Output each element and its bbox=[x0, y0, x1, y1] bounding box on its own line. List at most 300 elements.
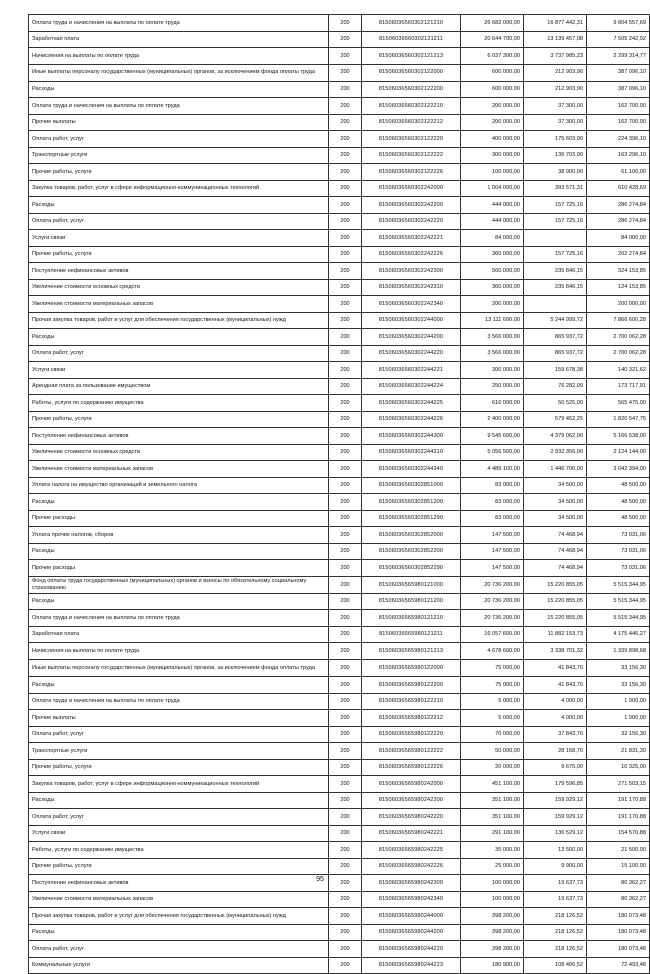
row-unexecuted-amount: 387 096,10 bbox=[587, 64, 650, 81]
row-approved-amount: 3 566 000,00 bbox=[461, 329, 524, 346]
row-classification-code: 81506036560302121213 bbox=[362, 48, 461, 65]
row-classification-code: 81506036560302242000 bbox=[362, 180, 461, 197]
row-classification-code: 81506036560302244226 bbox=[362, 411, 461, 428]
row-executed-amount: 218 126,52 bbox=[524, 941, 587, 958]
row-classification-code: 81506036565980242220 bbox=[362, 809, 461, 826]
row-line-code: 200 bbox=[329, 576, 362, 593]
row-executed-amount: 108 406,52 bbox=[524, 957, 587, 974]
row-unexecuted-amount: 32 156,30 bbox=[587, 726, 650, 743]
row-unexecuted-amount: 4 175 446,27 bbox=[587, 626, 650, 643]
row-name: Прочие работы, услуги bbox=[29, 858, 329, 875]
row-executed-amount: 76 282,09 bbox=[524, 378, 587, 395]
row-approved-amount: 100 000,00 bbox=[461, 164, 524, 181]
table-row bbox=[29, 593, 650, 610]
row-unexecuted-amount: 180 073,48 bbox=[587, 941, 650, 958]
row-executed-amount: 179 596,85 bbox=[524, 776, 587, 793]
row-unexecuted-amount: 9 804 557,69 bbox=[587, 15, 650, 32]
row-line-code: 200 bbox=[329, 312, 362, 329]
row-unexecuted-amount: 15 100,00 bbox=[587, 858, 650, 875]
row-unexecuted-amount: 2 700 062,28 bbox=[587, 329, 650, 346]
table-row bbox=[29, 15, 650, 32]
row-classification-code: 81506036560302244310 bbox=[362, 444, 461, 461]
row-line-code: 200 bbox=[329, 743, 362, 760]
row-line-code: 200 bbox=[329, 411, 362, 428]
row-line-code: 200 bbox=[329, 81, 362, 98]
row-line-code: 200 bbox=[329, 329, 362, 346]
budget-execution-table bbox=[28, 14, 650, 974]
row-unexecuted-amount: 286 274,84 bbox=[587, 197, 650, 214]
table-row bbox=[29, 809, 650, 826]
row-name: Прочая закупка товаров, работ и услуг для обеспечения государственных (муниципальных) нужд bbox=[29, 312, 329, 329]
row-unexecuted-amount: 7 505 242,92 bbox=[587, 31, 650, 48]
row-unexecuted-amount: 48 500,00 bbox=[587, 477, 650, 494]
row-approved-amount: 398 200,00 bbox=[461, 908, 524, 925]
row-unexecuted-amount: 191 170,88 bbox=[587, 809, 650, 826]
row-line-code: 200 bbox=[329, 941, 362, 958]
row-unexecuted-amount: 224 396,10 bbox=[587, 131, 650, 148]
row-executed-amount: 15 220 855,05 bbox=[524, 593, 587, 610]
row-approved-amount: 75 000,00 bbox=[461, 677, 524, 694]
table-row bbox=[29, 48, 650, 65]
row-line-code: 200 bbox=[329, 908, 362, 925]
row-name: Увеличение стоимости материальных запасов bbox=[29, 461, 329, 478]
row-classification-code: 81506036565980121000 bbox=[362, 576, 461, 593]
row-approved-amount: 20 736 200,00 bbox=[461, 610, 524, 627]
row-line-code: 200 bbox=[329, 378, 362, 395]
table-row bbox=[29, 378, 650, 395]
row-line-code: 200 bbox=[329, 677, 362, 694]
row-name: Заработная плата bbox=[29, 626, 329, 643]
row-executed-amount: 136 529,12 bbox=[524, 825, 587, 842]
row-unexecuted-amount: 5 515 344,95 bbox=[587, 593, 650, 610]
row-classification-code: 81506036565980122210 bbox=[362, 693, 461, 710]
row-unexecuted-amount: 80 362,27 bbox=[587, 891, 650, 908]
row-name: Прочие работы, услуги bbox=[29, 164, 329, 181]
row-classification-code: 81506036560302244340 bbox=[362, 461, 461, 478]
row-approved-amount: 300 000,00 bbox=[461, 362, 524, 379]
row-name: Прочая закупка товаров, работ и услуг для обеспечения государственных (муниципальных) нужд bbox=[29, 908, 329, 925]
row-name: Заработная плата bbox=[29, 31, 329, 48]
row-line-code: 200 bbox=[329, 15, 362, 32]
row-executed-amount: 74 468,94 bbox=[524, 527, 587, 544]
table-row bbox=[29, 329, 650, 346]
row-unexecuted-amount: 162 700,00 bbox=[587, 98, 650, 115]
row-unexecuted-amount: 1 000,00 bbox=[587, 710, 650, 727]
row-classification-code: 81506036565980242226 bbox=[362, 858, 461, 875]
row-approved-amount: 5 000,00 bbox=[461, 693, 524, 710]
row-name: Расходы bbox=[29, 677, 329, 694]
row-name: Услуги связи bbox=[29, 362, 329, 379]
row-line-code: 200 bbox=[329, 626, 362, 643]
row-approved-amount: 444 000,00 bbox=[461, 213, 524, 230]
row-executed-amount: 5 244 999,72 bbox=[524, 312, 587, 329]
row-line-code: 200 bbox=[329, 31, 362, 48]
row-executed-amount: 4 379 062,00 bbox=[524, 428, 587, 445]
row-approved-amount: 6 037 300,00 bbox=[461, 48, 524, 65]
row-line-code: 200 bbox=[329, 858, 362, 875]
row-unexecuted-amount: 48 500,00 bbox=[587, 510, 650, 527]
row-classification-code: 81506036560302242226 bbox=[362, 246, 461, 263]
row-approved-amount: 398 200,00 bbox=[461, 924, 524, 941]
row-classification-code: 81506036565980122000 bbox=[362, 659, 461, 676]
row-classification-code: 81506036560302244224 bbox=[362, 378, 461, 395]
row-unexecuted-amount: 2 299 314,77 bbox=[587, 48, 650, 65]
row-executed-amount: 3 338 701,32 bbox=[524, 643, 587, 660]
row-executed-amount: 157 725,16 bbox=[524, 213, 587, 230]
row-executed-amount: 212 903,90 bbox=[524, 64, 587, 81]
row-classification-code: 81506036565980244000 bbox=[362, 908, 461, 925]
row-unexecuted-amount: 180 073,48 bbox=[587, 924, 650, 941]
row-executed-amount: 212 903,90 bbox=[524, 81, 587, 98]
row-executed-amount: 15 220 855,05 bbox=[524, 576, 587, 593]
row-approved-amount: 147 500,00 bbox=[461, 560, 524, 577]
row-line-code: 200 bbox=[329, 809, 362, 826]
row-approved-amount: 451 100,00 bbox=[461, 776, 524, 793]
row-approved-amount: 300 000,00 bbox=[461, 147, 524, 164]
row-executed-amount: 15 220 855,05 bbox=[524, 610, 587, 627]
row-classification-code: 81506036565980242225 bbox=[362, 842, 461, 859]
row-classification-code: 81506036565980121210 bbox=[362, 610, 461, 627]
row-name: Иные выплаты персоналу государственных (муниципальных) органов, за исключением фонда оплаты труда bbox=[29, 659, 329, 676]
row-name: Закупка товаров, работ, услуг в сфере информационно-коммуникационных технологий bbox=[29, 180, 329, 197]
row-approved-amount: 147 500,00 bbox=[461, 543, 524, 560]
row-approved-amount: 20 736 200,00 bbox=[461, 576, 524, 593]
row-approved-amount: 50 000,00 bbox=[461, 743, 524, 760]
row-approved-amount: 3 566 000,00 bbox=[461, 345, 524, 362]
row-executed-amount: 218 126,52 bbox=[524, 924, 587, 941]
row-executed-amount: 13 500,00 bbox=[524, 842, 587, 859]
row-executed-amount: 2 932 356,00 bbox=[524, 444, 587, 461]
row-name: Транспортные услуги bbox=[29, 147, 329, 164]
row-name: Иные выплаты персоналу государственных (муниципальных) органов, за исключением фонда оплаты труда bbox=[29, 64, 329, 81]
row-executed-amount: 74 468,94 bbox=[524, 543, 587, 560]
row-executed-amount: 37 843,70 bbox=[524, 726, 587, 743]
row-line-code: 200 bbox=[329, 726, 362, 743]
row-line-code: 200 bbox=[329, 494, 362, 511]
row-line-code: 200 bbox=[329, 197, 362, 214]
row-executed-amount: 235 846,15 bbox=[524, 279, 587, 296]
row-executed-amount: 34 500,00 bbox=[524, 477, 587, 494]
table-row bbox=[29, 510, 650, 527]
document-page bbox=[28, 14, 646, 974]
row-name: Расходы bbox=[29, 543, 329, 560]
row-classification-code: 81506036560302244300 bbox=[362, 428, 461, 445]
table-row bbox=[29, 246, 650, 263]
row-approved-amount: 83 000,00 bbox=[461, 477, 524, 494]
row-unexecuted-amount: 1 000,00 bbox=[587, 693, 650, 710]
row-approved-amount: 398 200,00 bbox=[461, 941, 524, 958]
row-name: Фонд оплаты труда государственных (муниципальных) органов и взносы по обязательному социальному страхованию bbox=[29, 576, 329, 593]
table-row bbox=[29, 345, 650, 362]
row-approved-amount: 180 900,00 bbox=[461, 957, 524, 974]
row-executed-amount: 19 637,73 bbox=[524, 891, 587, 908]
row-approved-amount: 5 056 500,00 bbox=[461, 444, 524, 461]
row-unexecuted-amount: 173 717,91 bbox=[587, 378, 650, 395]
row-classification-code: 81506036560302122222 bbox=[362, 147, 461, 164]
row-line-code: 200 bbox=[329, 527, 362, 544]
table-row bbox=[29, 164, 650, 181]
row-line-code: 200 bbox=[329, 114, 362, 131]
row-unexecuted-amount: 286 274,84 bbox=[587, 213, 650, 230]
table-row bbox=[29, 395, 650, 412]
row-name: Оплата работ, услуг bbox=[29, 213, 329, 230]
row-name: Расходы bbox=[29, 593, 329, 610]
table-row bbox=[29, 842, 650, 859]
table-row bbox=[29, 924, 650, 941]
row-classification-code: 81506036560302122200 bbox=[362, 81, 461, 98]
row-line-code: 200 bbox=[329, 659, 362, 676]
row-line-code: 200 bbox=[329, 230, 362, 247]
row-line-code: 200 bbox=[329, 924, 362, 941]
row-executed-amount: 34 500,00 bbox=[524, 494, 587, 511]
row-name: Увеличение стоимости материальных запасов bbox=[29, 891, 329, 908]
table-row bbox=[29, 560, 650, 577]
row-executed-amount: 159 678,38 bbox=[524, 362, 587, 379]
table-row bbox=[29, 792, 650, 809]
row-name: Оплата труда и начисления на выплаты по оплате труда bbox=[29, 610, 329, 627]
row-executed-amount: 41 843,70 bbox=[524, 659, 587, 676]
row-approved-amount: 4 489 100,00 bbox=[461, 461, 524, 478]
table-row bbox=[29, 825, 650, 842]
row-approved-amount: 200 000,00 bbox=[461, 98, 524, 115]
row-executed-amount: 1 446 706,00 bbox=[524, 461, 587, 478]
row-executed-amount: 16 877 442,31 bbox=[524, 15, 587, 32]
row-approved-amount: 25 000,00 bbox=[461, 858, 524, 875]
row-approved-amount: 351 100,00 bbox=[461, 792, 524, 809]
row-line-code: 200 bbox=[329, 693, 362, 710]
table-row bbox=[29, 213, 650, 230]
table-row bbox=[29, 743, 650, 760]
table-row bbox=[29, 576, 650, 593]
table-row bbox=[29, 230, 650, 247]
row-approved-amount: 400 000,00 bbox=[461, 131, 524, 148]
row-classification-code: 81506036560302851200 bbox=[362, 494, 461, 511]
row-unexecuted-amount: 163 296,10 bbox=[587, 147, 650, 164]
row-unexecuted-amount: 124 153,85 bbox=[587, 279, 650, 296]
row-line-code: 200 bbox=[329, 543, 362, 560]
row-approved-amount: 200 000,00 bbox=[461, 296, 524, 313]
row-name: Оплата работ, услуг bbox=[29, 131, 329, 148]
row-unexecuted-amount: 387 096,10 bbox=[587, 81, 650, 98]
row-classification-code: 81506036560302242200 bbox=[362, 197, 461, 214]
row-line-code: 200 bbox=[329, 98, 362, 115]
table-row bbox=[29, 626, 650, 643]
row-name: Работы, услуги по содержанию имущества bbox=[29, 395, 329, 412]
row-executed-amount: 9 675,00 bbox=[524, 759, 587, 776]
row-approved-amount: 26 682 000,00 bbox=[461, 15, 524, 32]
row-approved-amount: 83 000,00 bbox=[461, 510, 524, 527]
row-unexecuted-amount: 610 428,69 bbox=[587, 180, 650, 197]
row-classification-code: 81506036565980242000 bbox=[362, 776, 461, 793]
row-classification-code: 81506036560302852200 bbox=[362, 543, 461, 560]
row-classification-code: 81506036565980122220 bbox=[362, 726, 461, 743]
table-row bbox=[29, 81, 650, 98]
row-unexecuted-amount: 202 274,84 bbox=[587, 246, 650, 263]
table-row bbox=[29, 461, 650, 478]
row-approved-amount: 351 100,00 bbox=[461, 809, 524, 826]
table-row bbox=[29, 726, 650, 743]
table-row bbox=[29, 263, 650, 280]
row-executed-amount: 159 929,12 bbox=[524, 792, 587, 809]
row-line-code: 200 bbox=[329, 776, 362, 793]
row-executed-amount: 13 139 457,08 bbox=[524, 31, 587, 48]
row-approved-amount: 20 736 200,00 bbox=[461, 593, 524, 610]
row-unexecuted-amount: 1 339 898,68 bbox=[587, 643, 650, 660]
row-classification-code: 81506036560302122220 bbox=[362, 131, 461, 148]
row-classification-code: 81506036565980121213 bbox=[362, 643, 461, 660]
row-classification-code: 81506036565980244220 bbox=[362, 941, 461, 958]
row-executed-amount: 865 937,72 bbox=[524, 329, 587, 346]
row-name: Увеличение стоимости основных средств bbox=[29, 279, 329, 296]
row-name: Оплата труда и начисления на выплаты по оплате труда bbox=[29, 98, 329, 115]
row-unexecuted-amount: 48 500,00 bbox=[587, 494, 650, 511]
row-line-code: 200 bbox=[329, 147, 362, 164]
row-unexecuted-amount: 191 170,88 bbox=[587, 792, 650, 809]
row-executed-amount: 865 937,72 bbox=[524, 345, 587, 362]
row-classification-code: 81506036560302244000 bbox=[362, 312, 461, 329]
row-line-code: 200 bbox=[329, 246, 362, 263]
row-line-code: 200 bbox=[329, 875, 362, 892]
row-approved-amount: 75 000,00 bbox=[461, 659, 524, 676]
table-row bbox=[29, 659, 650, 676]
row-approved-amount: 13 111 600,00 bbox=[461, 312, 524, 329]
row-unexecuted-amount: 565 475,00 bbox=[587, 395, 650, 412]
row-executed-amount: 3 737 985,23 bbox=[524, 48, 587, 65]
row-unexecuted-amount: 5 515 344,95 bbox=[587, 610, 650, 627]
row-executed-amount: 393 571,31 bbox=[524, 180, 587, 197]
row-classification-code: 81506036560302122226 bbox=[362, 164, 461, 181]
row-line-code: 200 bbox=[329, 395, 362, 412]
row-classification-code: 81506036565980244223 bbox=[362, 957, 461, 974]
row-classification-code: 81506036560302122210 bbox=[362, 98, 461, 115]
row-unexecuted-amount: 33 156,30 bbox=[587, 677, 650, 694]
row-executed-amount bbox=[524, 230, 587, 247]
row-classification-code: 81506036560302242310 bbox=[362, 279, 461, 296]
row-classification-code: 81506036560302852000 bbox=[362, 527, 461, 544]
row-name: Уплата налога на имущество организаций и земельного налога bbox=[29, 477, 329, 494]
row-executed-amount: 19 637,73 bbox=[524, 875, 587, 892]
row-name: Оплата работ, услуг bbox=[29, 809, 329, 826]
row-unexecuted-amount: 180 073,48 bbox=[587, 908, 650, 925]
row-approved-amount: 444 000,00 bbox=[461, 197, 524, 214]
row-executed-amount: 157 725,16 bbox=[524, 246, 587, 263]
row-unexecuted-amount: 2 124 144,00 bbox=[587, 444, 650, 461]
row-name: Оплата работ, услуг bbox=[29, 345, 329, 362]
row-classification-code: 81506036565980244200 bbox=[362, 924, 461, 941]
row-line-code: 200 bbox=[329, 345, 362, 362]
row-executed-amount: 136 703,90 bbox=[524, 147, 587, 164]
table-row bbox=[29, 296, 650, 313]
row-classification-code: 81506036565980242200 bbox=[362, 792, 461, 809]
row-name: Увеличение стоимости основных средств bbox=[29, 444, 329, 461]
row-line-code: 200 bbox=[329, 560, 362, 577]
row-name: Арендная плата за пользование имуществом bbox=[29, 378, 329, 395]
row-unexecuted-amount: 21 500,00 bbox=[587, 842, 650, 859]
row-name: Прочие расходы bbox=[29, 510, 329, 527]
row-classification-code: 81506036560302122212 bbox=[362, 114, 461, 131]
row-executed-amount bbox=[524, 296, 587, 313]
row-classification-code: 81506036560302242221 bbox=[362, 230, 461, 247]
row-classification-code: 81506036565980122212 bbox=[362, 710, 461, 727]
row-executed-amount: 4 000,00 bbox=[524, 693, 587, 710]
table-row bbox=[29, 98, 650, 115]
row-classification-code: 81506036560302121210 bbox=[362, 15, 461, 32]
table-row bbox=[29, 477, 650, 494]
row-executed-amount: 159 929,12 bbox=[524, 809, 587, 826]
row-line-code: 200 bbox=[329, 131, 362, 148]
row-name: Расходы bbox=[29, 924, 329, 941]
row-executed-amount: 41 843,70 bbox=[524, 677, 587, 694]
row-name: Оплата труда и начисления на выплаты по оплате труда bbox=[29, 15, 329, 32]
row-name: Транспортные услуги bbox=[29, 743, 329, 760]
row-executed-amount: 579 452,25 bbox=[524, 411, 587, 428]
row-unexecuted-amount: 3 042 394,00 bbox=[587, 461, 650, 478]
row-name: Оплата труда и начисления на выплаты по оплате труда bbox=[29, 693, 329, 710]
row-approved-amount: 16 057 600,00 bbox=[461, 626, 524, 643]
row-classification-code: 81506036565980122226 bbox=[362, 759, 461, 776]
row-unexecuted-amount: 5 166 538,00 bbox=[587, 428, 650, 445]
row-name: Закупка товаров, работ, услуг в сфере информационно-коммуникационных технологий bbox=[29, 776, 329, 793]
row-line-code: 200 bbox=[329, 957, 362, 974]
row-classification-code: 81506036565980122222 bbox=[362, 743, 461, 760]
row-name: Поступление нефинансовых активов bbox=[29, 263, 329, 280]
row-approved-amount: 84 000,00 bbox=[461, 230, 524, 247]
row-classification-code: 81506036560302242340 bbox=[362, 296, 461, 313]
row-line-code: 200 bbox=[329, 792, 362, 809]
row-unexecuted-amount: 73 031,06 bbox=[587, 560, 650, 577]
row-approved-amount: 291 100,00 bbox=[461, 825, 524, 842]
row-line-code: 200 bbox=[329, 48, 362, 65]
row-unexecuted-amount: 73 031,06 bbox=[587, 543, 650, 560]
row-approved-amount: 600 000,00 bbox=[461, 64, 524, 81]
row-name: Прочие работы, услуги bbox=[29, 411, 329, 428]
row-executed-amount: 38 900,00 bbox=[524, 164, 587, 181]
table-row bbox=[29, 279, 650, 296]
row-approved-amount: 560 000,00 bbox=[461, 263, 524, 280]
row-unexecuted-amount: 140 321,62 bbox=[587, 362, 650, 379]
row-line-code: 200 bbox=[329, 477, 362, 494]
row-line-code: 200 bbox=[329, 213, 362, 230]
row-line-code: 200 bbox=[329, 64, 362, 81]
row-classification-code: 81506036560302122000 bbox=[362, 64, 461, 81]
row-line-code: 200 bbox=[329, 891, 362, 908]
row-line-code: 200 bbox=[329, 263, 362, 280]
row-unexecuted-amount: 33 156,30 bbox=[587, 659, 650, 676]
table-row bbox=[29, 362, 650, 379]
row-line-code: 200 bbox=[329, 593, 362, 610]
row-name: Работы, услуги по содержанию имущества bbox=[29, 842, 329, 859]
row-name: Расходы bbox=[29, 329, 329, 346]
row-classification-code: 81506036560302851000 bbox=[362, 477, 461, 494]
table-row bbox=[29, 131, 650, 148]
row-executed-amount: 50 525,00 bbox=[524, 395, 587, 412]
row-line-code: 200 bbox=[329, 610, 362, 627]
row-name: Прочие выплаты bbox=[29, 114, 329, 131]
row-name: Увеличение стоимости материальных запасов bbox=[29, 296, 329, 313]
row-classification-code: 81506036565980121211 bbox=[362, 626, 461, 643]
row-executed-amount: 235 846,15 bbox=[524, 263, 587, 280]
row-unexecuted-amount: 7 866 600,28 bbox=[587, 312, 650, 329]
row-unexecuted-amount: 162 700,00 bbox=[587, 114, 650, 131]
page-number: 95 bbox=[316, 876, 324, 883]
table-row bbox=[29, 312, 650, 329]
table-row bbox=[29, 428, 650, 445]
row-executed-amount: 218 126,52 bbox=[524, 908, 587, 925]
table-row bbox=[29, 527, 650, 544]
row-classification-code: 81506036560302851290 bbox=[362, 510, 461, 527]
row-name: Расходы bbox=[29, 494, 329, 511]
row-approved-amount: 147 500,00 bbox=[461, 527, 524, 544]
